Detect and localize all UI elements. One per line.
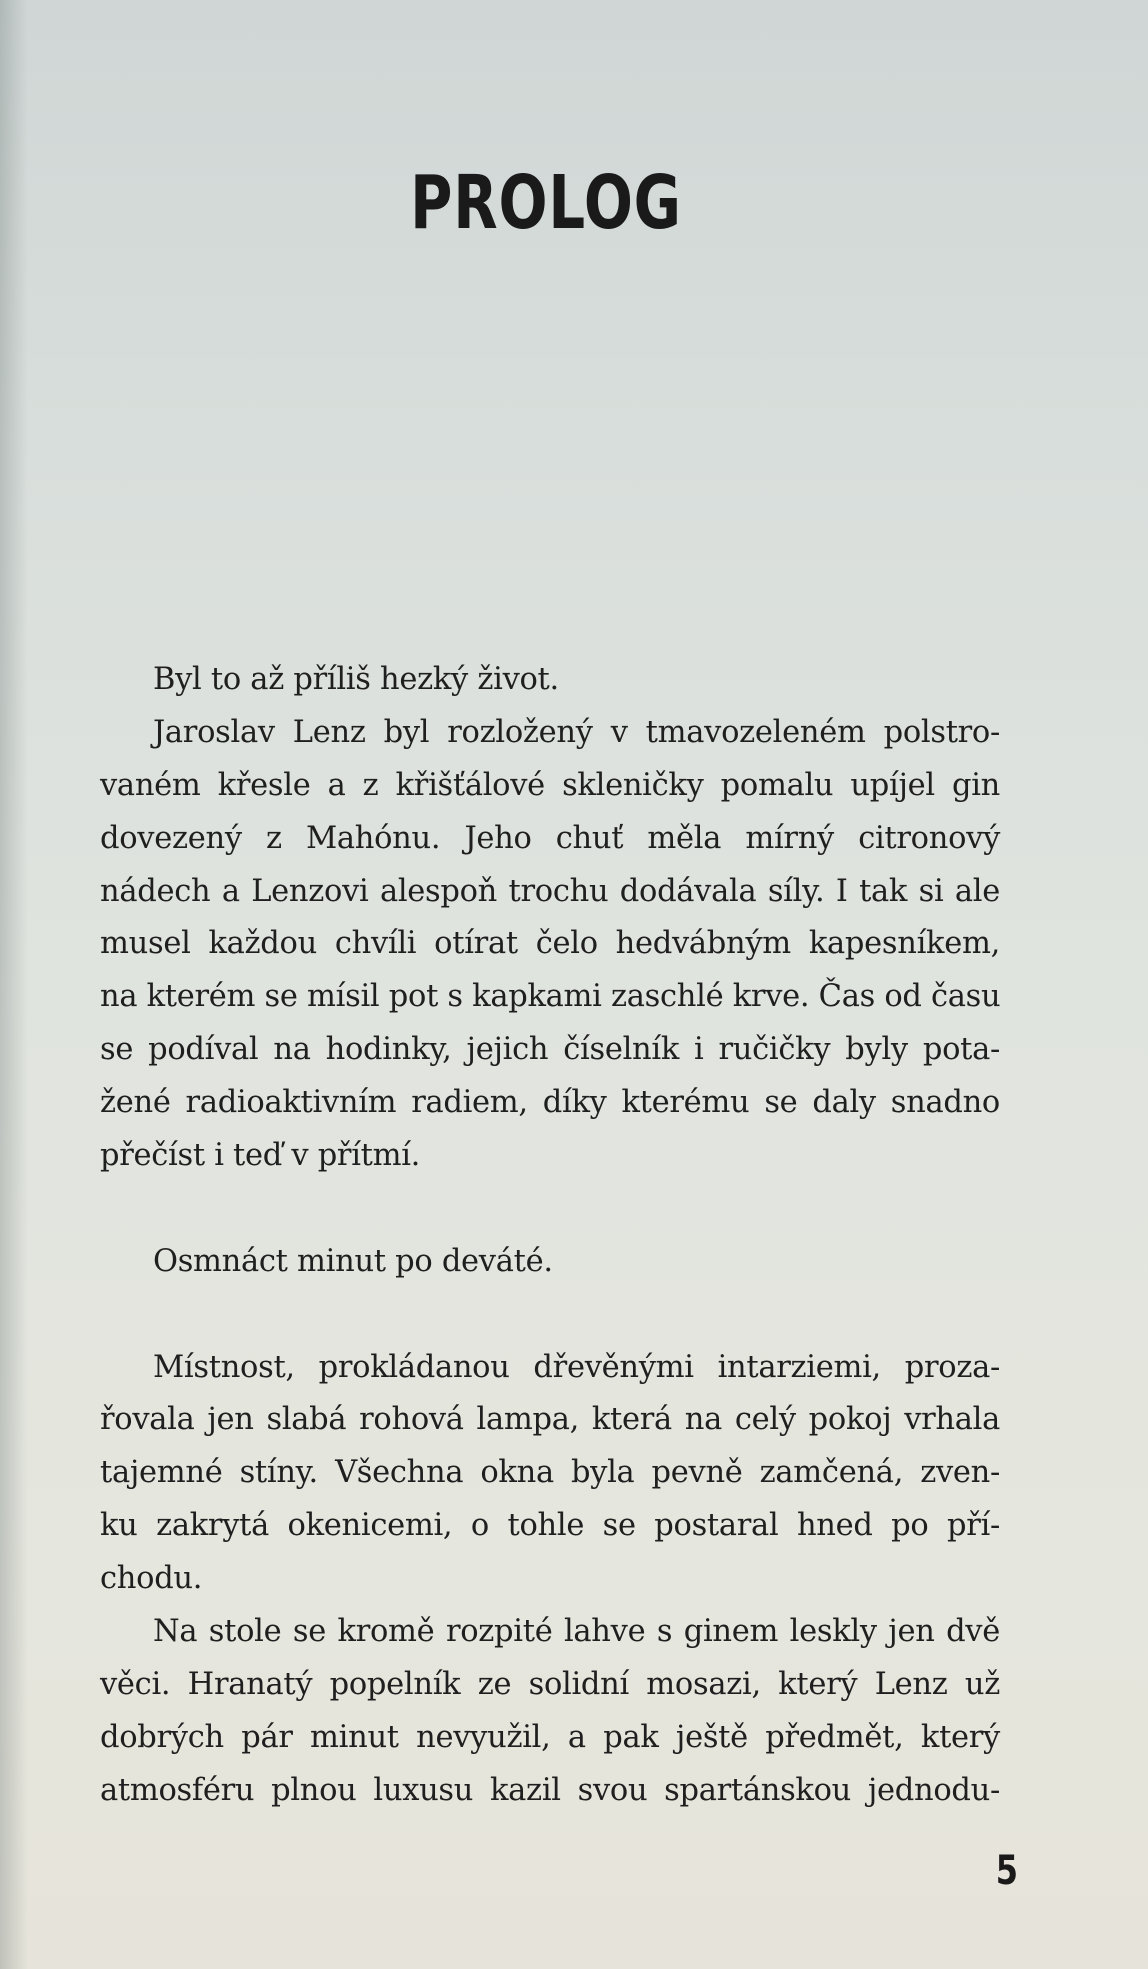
text-line: Jaroslav Lenz byl rozložený v tmavozeleném polstro- bbox=[153, 714, 1000, 750]
body-text bbox=[100, 654, 1000, 1818]
text-line: Osmnáct minut po deváté. bbox=[153, 1243, 553, 1279]
text-line: věci. Hranatý popelník ze solidní mosazi, který Lenz už bbox=[100, 1666, 1000, 1702]
text-line: tajemné stíny. Všechna okna byla pevně zamčená, zven- bbox=[100, 1455, 1000, 1491]
text-line: Byl to až příliš hezký život. bbox=[153, 662, 559, 697]
text-line: Místnost, prokládanou dřevěnými intarziemi, proza- bbox=[153, 1349, 1000, 1385]
paragraph-gap bbox=[100, 1183, 1000, 1236]
chapter-title: PROLOG bbox=[410, 160, 682, 246]
text-line: dovezený z Mahónu. Jeho chuť měla mírný citronový bbox=[100, 820, 1000, 856]
text-line: vaném křesle a z křišťálové skleničky pomalu upíjel gin bbox=[100, 767, 1000, 803]
text-line: řovala jen slabá rohová lampa, která na celý pokoj vrhala bbox=[100, 1402, 1000, 1438]
text-line: žené radioaktivním radiem, díky kterému se daly snadno bbox=[100, 1085, 1000, 1121]
text-line: Na stole se kromě rozpité lahve s ginem leskly jen dvě bbox=[153, 1614, 1000, 1650]
text-line: chodu. bbox=[100, 1561, 203, 1597]
text-line: ku zakrytá okenicemi, o tohle se postaral hned po pří- bbox=[100, 1508, 1000, 1544]
text-line: nádech a Lenzovi alespoň trochu dodávala síly. I tak si ale bbox=[100, 873, 1000, 909]
text-line: atmosféru plnou luxusu kazil svou spartánskou jednodu- bbox=[100, 1772, 1000, 1808]
text-line: se podíval na hodinky, jejich číselník i ručičky byly pota- bbox=[100, 1032, 1000, 1068]
text-line: dobrých pár minut nevyužil, a pak ještě předmět, který bbox=[100, 1719, 1000, 1755]
page-edge-shadow bbox=[0, 0, 28, 1969]
text-line: přečíst i teď v přítmí. bbox=[100, 1138, 421, 1174]
paragraph-gap bbox=[100, 1289, 1000, 1342]
text-line: na kterém se mísil pot s kapkami zaschlé krve. Čas od času bbox=[100, 979, 1001, 1015]
text-line: musel každou chvíli otírat čelo hedvábným kapesníkem, bbox=[100, 926, 1000, 962]
page-number: 5 bbox=[995, 1848, 1018, 1894]
